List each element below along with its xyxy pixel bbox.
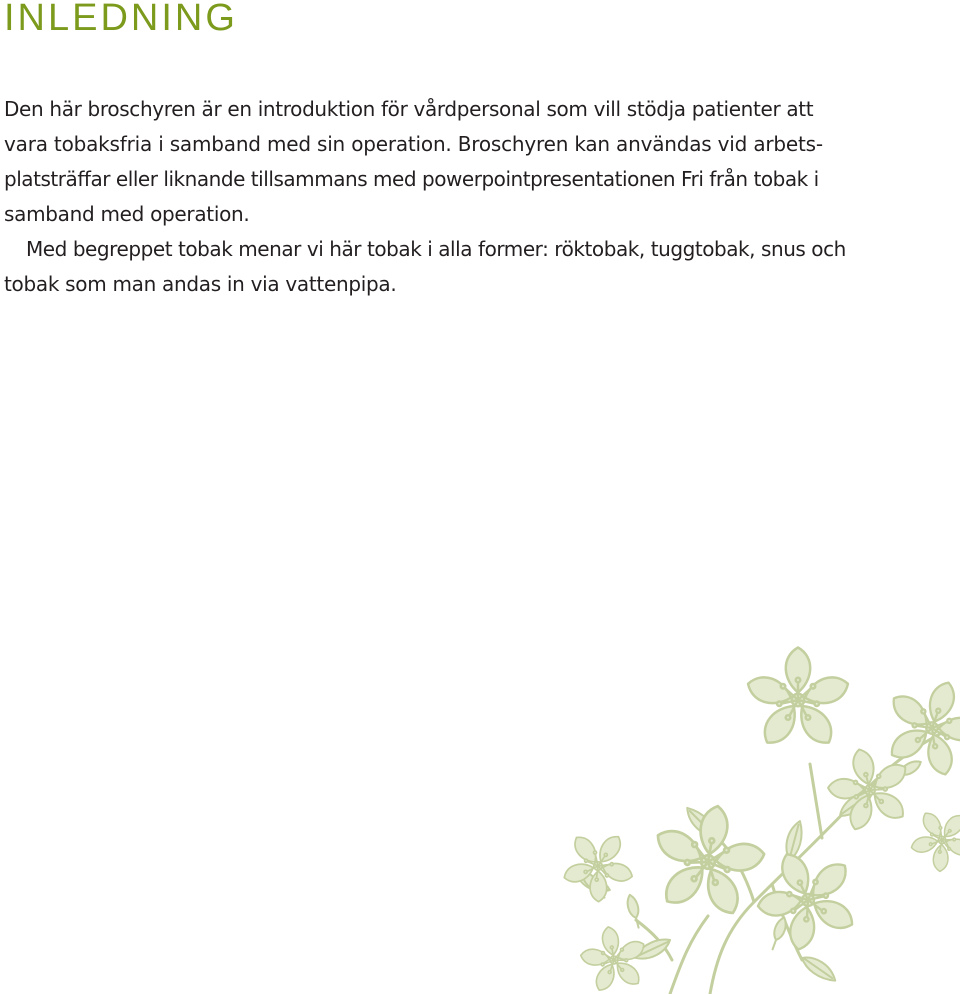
text-line: Med begreppet tobak menar vi här tobak i alla former: röktobak, tuggtobak, snus och bbox=[26, 237, 846, 261]
text-line: samband med operation. bbox=[4, 202, 250, 226]
paragraph bbox=[4, 232, 856, 302]
intro-text bbox=[4, 92, 856, 302]
page-title: INLEDNING bbox=[4, 0, 238, 39]
paragraph bbox=[4, 92, 856, 232]
text-line: Den här broschyren är en introduktion för vårdpersonal som vill stödja patienter att bbox=[4, 97, 814, 121]
cherry-blossom-branch-icon bbox=[540, 640, 960, 994]
text-line: platsträffar eller liknande tillsammans med powerpointpresentationen Fri från tobak i bbox=[4, 167, 819, 191]
text-line: vara tobaksfria i samband med sin operation. Broschyren kan användas vid arbets- bbox=[4, 132, 823, 156]
text-line: tobak som man andas in via vattenpipa. bbox=[4, 272, 397, 296]
